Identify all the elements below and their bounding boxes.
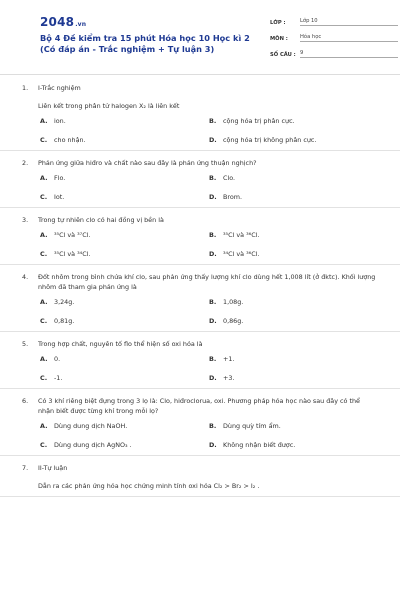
header [18,0,382,68]
answer-option[interactable] [40,174,209,183]
options-grid [40,174,378,202]
document-title: Bộ 4 Đề kiểm tra 15 phút Hóa học 10 Học kì 2 (Có đáp án - Trắc nghiệm + Tự luận 3) [40,33,250,54]
question-stem [22,272,378,292]
option-letter: C. [40,250,48,258]
option-text: cộng hóa trị phân cực. [223,117,295,125]
option-text: 0,81g. [54,317,75,325]
question-text: Phản ứng giữa hiđro và chất nào sau đây là phản ứng thuận nghịch? [38,159,257,167]
meta-value: Lớp 10 [300,18,398,26]
answer-option[interactable] [40,441,209,450]
question-text: Đốt nhôm trong bình chứa khí clo, sau phản ứng thấy lượng khí clo dùng hết 1,008 lít (ở đktc). Khối lượng nhôm đã tham gia phản ứng là [38,273,376,291]
option-text: Không nhận biết được. [223,441,296,449]
option-text: cho nhận. [54,136,86,144]
meta-label: MÔN : [270,36,288,42]
option-letter: B. [209,422,217,430]
option-text: Brom. [223,193,243,201]
question-number: 3. [22,216,29,224]
option-letter: B. [209,174,217,182]
option-letter: D. [209,193,217,201]
option-letter: B. [209,298,217,306]
meta-label: LỚP : [270,20,286,26]
option-text: Clo. [223,174,236,182]
option-text: ³⁵Cl và ³⁶Cl. [223,231,260,239]
answer-option[interactable] [209,136,378,145]
meta-info [270,14,398,62]
meta-question-count [270,46,398,58]
question-block [0,76,400,151]
answer-option[interactable] [209,174,378,183]
answer-option[interactable] [209,231,378,240]
meta-label: SỐ CÂU : [270,52,296,58]
indent-spacer [22,101,38,111]
question-block [0,151,400,208]
option-letter: D. [209,136,217,144]
options-grid [40,355,378,383]
option-letter: A. [40,298,48,306]
options-grid [40,298,378,326]
option-letter: B. [209,355,217,363]
question-subtext [22,481,378,491]
option-letter: A. [40,422,48,430]
question-stem [22,396,378,416]
question-list [0,76,400,497]
option-text: cộng hóa trị không phân cực. [223,136,317,144]
answer-option[interactable] [209,117,378,126]
question-block [0,456,400,497]
question-text: I-Trắc nghiệm [38,84,81,92]
option-text: Dùng quỳ tím ẩm. [223,422,281,430]
logo-tld: .vn [75,21,87,28]
option-letter: A. [40,117,48,125]
question-number: 2. [22,159,29,167]
question-block [0,332,400,389]
answer-option[interactable] [40,231,209,240]
question-stem [22,339,378,349]
option-letter: D. [209,317,217,325]
question-stem [22,158,378,168]
option-text: ³⁴Cl và ³⁶Cl. [223,250,260,258]
answer-option[interactable] [40,422,209,431]
logo-main: 2048 [40,15,75,29]
meta-value: 9 [300,50,398,58]
question-block [0,208,400,265]
option-text: 1,08g. [223,298,244,306]
option-text: -1. [54,374,63,382]
answer-option[interactable] [209,317,378,326]
option-letter: B. [209,231,217,239]
answer-option[interactable] [209,441,378,450]
question-number: 5. [22,340,29,348]
options-grid [40,422,378,450]
question-subtext-label: Dẫn ra các phản ứng hóa học chứng minh tính oxi hóa Cl₂ > Br₂ > I₂ . [38,482,260,490]
option-text: +3. [223,374,235,382]
question-subtext-label: Liên kết trong phân tử halogen X₂ là liên kết [38,102,180,110]
answer-option[interactable] [209,193,378,202]
answer-option[interactable] [209,298,378,307]
indent-spacer [22,481,38,491]
question-subtext [22,101,378,111]
meta-class [270,14,398,26]
answer-option[interactable] [40,374,209,383]
question-stem [22,83,378,93]
site-logo[interactable] [40,15,86,29]
option-letter: D. [209,374,217,382]
option-letter: D. [209,441,217,449]
question-number: 1. [22,84,29,92]
answer-option[interactable] [40,298,209,307]
option-letter: C. [40,441,48,449]
answer-option[interactable] [209,422,378,431]
option-text: 0. [54,355,61,363]
option-letter: B. [209,117,217,125]
option-text: ion. [54,117,66,125]
option-letter: A. [40,174,48,182]
option-letter: C. [40,317,48,325]
option-letter: A. [40,231,48,239]
question-block [0,265,400,332]
option-letter: A. [40,355,48,363]
answer-option[interactable] [40,136,209,145]
option-text: ³⁵Cl và ³⁴Cl. [54,250,91,258]
option-text: 3,24g. [54,298,75,306]
answer-option[interactable] [209,250,378,259]
answer-option[interactable] [40,355,209,364]
option-text: ³⁵Cl và ³⁷Cl. [54,231,91,239]
question-text: II-Tự luận [38,464,68,472]
question-number: 6. [22,397,29,405]
meta-subject [270,30,398,42]
answer-option[interactable] [209,374,378,383]
option-text: Iot. [54,193,65,201]
option-text: 0,86g. [223,317,244,325]
answer-option[interactable] [209,355,378,364]
answer-option[interactable] [40,317,209,326]
answer-option[interactable] [40,250,209,259]
answer-option[interactable] [40,193,209,202]
question-block [0,389,400,456]
question-stem [22,215,378,225]
question-text: Trong tự nhiên clo có hai đồng vị bền là [38,216,164,224]
option-text: Dùng dung dịch AgNO₃ . [54,441,132,449]
answer-option[interactable] [40,117,209,126]
header-divider [0,74,400,75]
option-text: Dùng dung dịch NaOH. [54,422,128,430]
option-letter: D. [209,250,217,258]
question-number: 4. [22,273,29,281]
question-text: Có 3 khí riêng biệt đựng trong 3 lọ là: Clo, hiđroclorua, oxi. Phương pháp hóa học nào sau đây có thể nhận biết được từng khí trong mỗi lọ? [38,397,360,415]
options-grid [40,117,378,145]
option-letter: C. [40,193,48,201]
meta-value: Hóa học [300,34,398,42]
option-text: +1. [223,355,235,363]
option-letter: C. [40,136,48,144]
question-text: Trong hợp chất, nguyên tố flo thể hiện số oxi hóa là [38,340,203,348]
question-stem [22,463,378,473]
option-text: Flo. [54,174,66,182]
question-number: 7. [22,464,29,472]
option-letter: C. [40,374,48,382]
options-grid [40,231,378,259]
